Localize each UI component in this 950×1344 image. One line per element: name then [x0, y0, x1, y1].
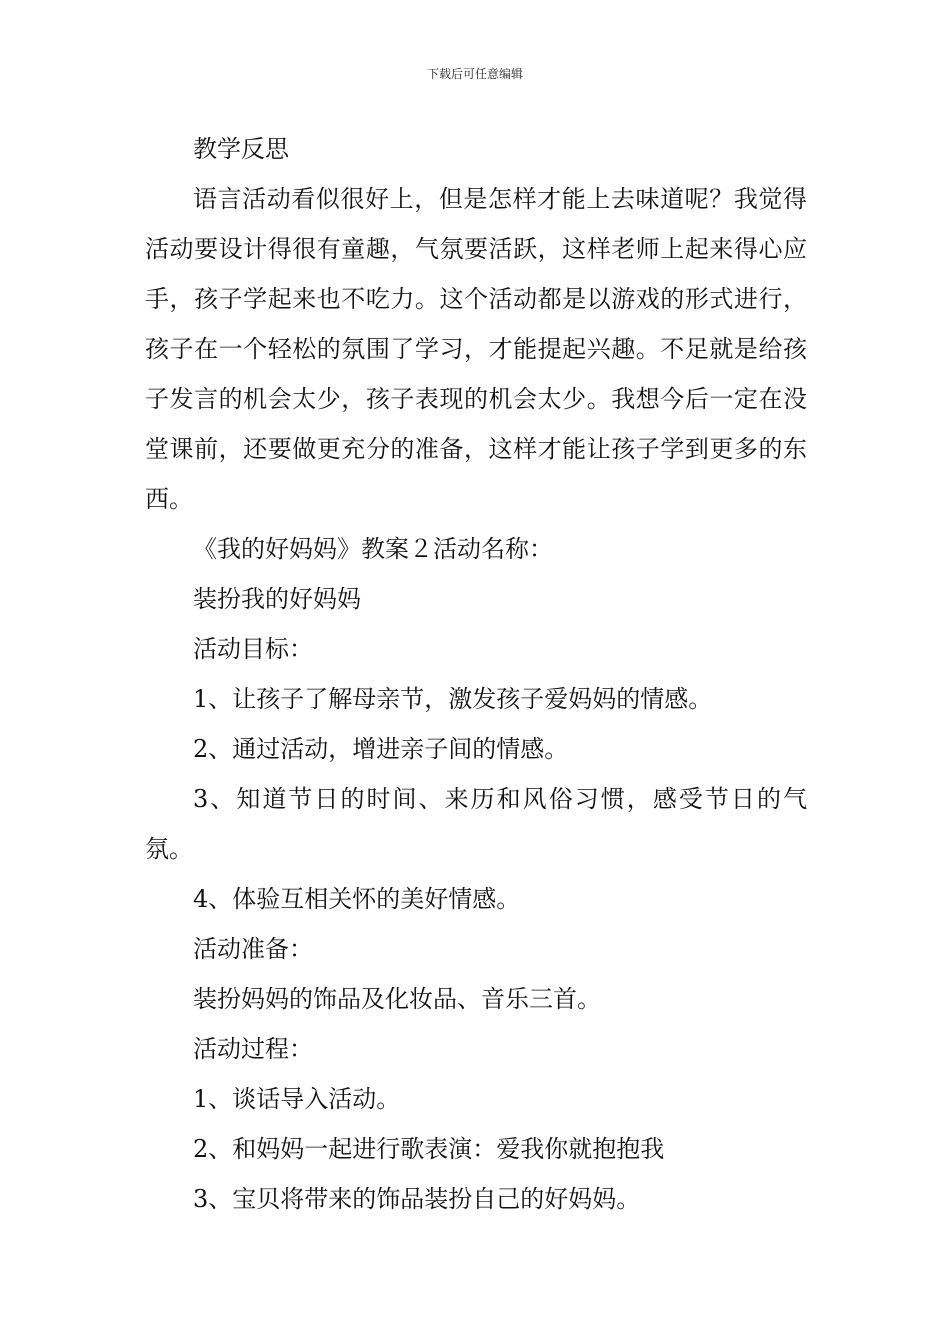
lesson-plan-title: 《我的好妈妈》教案２活动名称：: [193, 535, 553, 563]
page-header: 下载后可任意编辑: [426, 67, 523, 81]
process-item-3: 3、宝贝将带来的饰品装扮自己的好妈妈。: [193, 1185, 641, 1213]
objective-item-2: 2、通过活动，增进亲子间的情感。: [193, 735, 569, 763]
process-heading: 活动过程：: [193, 1035, 313, 1063]
objectives-heading: 活动目标：: [193, 635, 313, 663]
objective-item-3: 3、知道节日的时间、来历和风俗习惯，感受节日的气氛。: [145, 785, 807, 863]
process-item-1: 1、谈话导入活动。: [193, 1085, 401, 1113]
objective-item-4: 4、体验互相关怀的美好情感。: [193, 885, 521, 913]
process-item-2: 2、和妈妈一起进行歌表演：爱我你就抱抱我: [193, 1135, 665, 1163]
section-heading-reflection: 教学反思: [193, 135, 289, 163]
preparation-heading: 活动准备：: [193, 935, 313, 963]
objective-item-1: 1、让孩子了解母亲节，激发孩子爱妈妈的情感。: [193, 685, 713, 713]
activity-name: 装扮我的好妈妈: [193, 585, 361, 613]
document-body: [145, 124, 807, 1224]
reflection-paragraph: 语言活动看似很好上，但是怎样才能上去味道呢？我觉得活动要设计得很有童趣，气氛要活跃，这样老师上起来得心应手，孩子学起来也不吃力。这个活动都是以游戏的形式进行，孩子在一个轻松的氛围了学习，才能提起兴趣。不足就是给孩子发言的机会太少，孩子表现的机会太少。我想今后一定在没堂课前，还要做更充分的准备，这样才能让孩子学到更多的东西。: [145, 185, 807, 513]
preparation-text: 装扮妈妈的饰品及化妆品、音乐三首。: [193, 985, 601, 1013]
